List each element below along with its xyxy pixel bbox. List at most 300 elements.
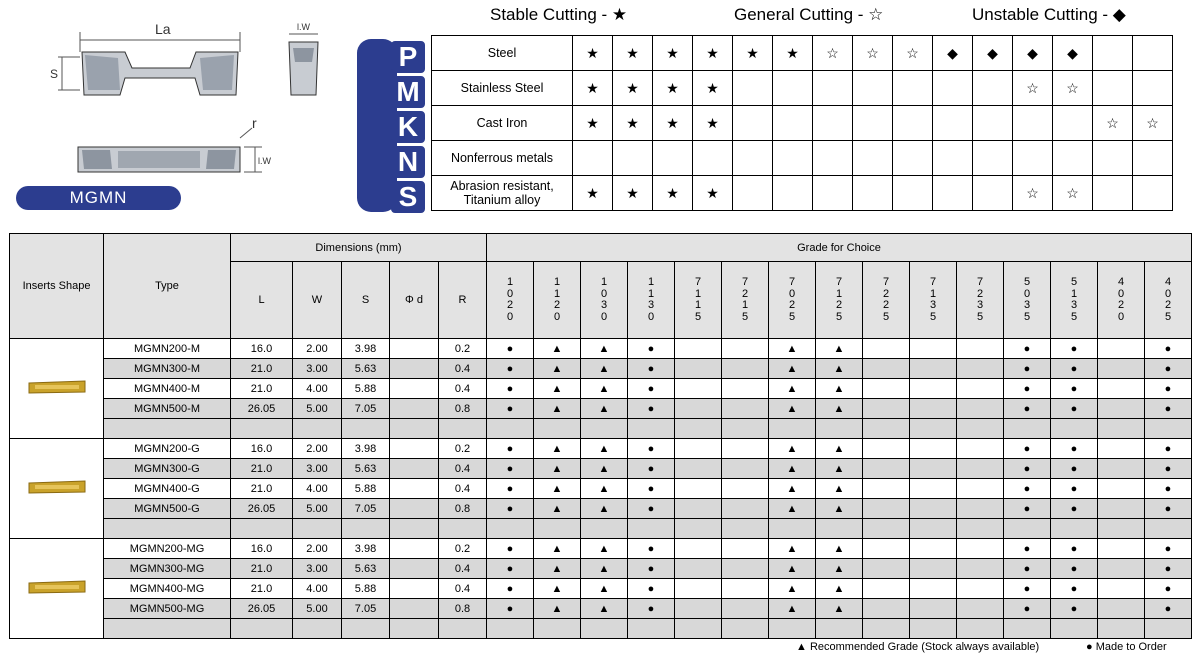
material-rating-cell bbox=[853, 141, 893, 176]
spacer-cell bbox=[342, 419, 390, 439]
spacer-cell bbox=[1051, 419, 1098, 439]
material-rating-cell: ◆ bbox=[973, 36, 1013, 71]
material-suitability-table bbox=[431, 35, 1173, 211]
material-rating-cell: ★ bbox=[693, 36, 733, 71]
material-row bbox=[432, 106, 1173, 141]
dim-w-cell: 3.00 bbox=[293, 459, 342, 479]
material-letter-n: N bbox=[391, 146, 425, 178]
grade-mark-cell: ● bbox=[628, 499, 675, 519]
material-rating-cell bbox=[1053, 106, 1093, 141]
grade-mark-cell: ● bbox=[1004, 479, 1051, 499]
spacer-cell bbox=[957, 619, 1004, 639]
spacer-cell bbox=[910, 619, 957, 639]
grade-mark-cell bbox=[957, 339, 1004, 359]
grade-mark-cell: ● bbox=[628, 579, 675, 599]
table-row bbox=[10, 379, 1192, 399]
dim-w-cell: 5.00 bbox=[293, 399, 342, 419]
header-grade-col bbox=[1004, 262, 1051, 339]
grade-mark-cell: ▲ bbox=[816, 599, 863, 619]
type-cell: MGMN400-MG bbox=[104, 579, 231, 599]
dim-r-cell: 0.2 bbox=[439, 539, 487, 559]
grade-mark-cell: ● bbox=[1051, 599, 1098, 619]
material-rating-cell bbox=[573, 141, 613, 176]
dim-s-cell: 3.98 bbox=[342, 339, 390, 359]
header-grade-col bbox=[1098, 262, 1145, 339]
grade-mark-cell: ● bbox=[1145, 579, 1192, 599]
material-rating-cell bbox=[1133, 71, 1173, 106]
grade-mark-cell bbox=[675, 439, 722, 459]
legend-unstable: Unstable Cutting - ◆ bbox=[972, 5, 1126, 24]
grade-mark-cell: ▲ bbox=[534, 359, 581, 379]
header-grade-col bbox=[816, 262, 863, 339]
grade-mark-cell: ▲ bbox=[816, 579, 863, 599]
dim-w-cell: 5.00 bbox=[293, 499, 342, 519]
grade-digit: 4 bbox=[1164, 276, 1172, 288]
dim-d-cell bbox=[390, 459, 439, 479]
grade-digit: 3 bbox=[647, 299, 655, 311]
material-name: Steel bbox=[432, 36, 573, 71]
legend-stable: Stable Cutting - ★ bbox=[490, 5, 628, 24]
header-grade-for-choice: Grade for Choice bbox=[487, 234, 1192, 262]
grade-mark-cell: ● bbox=[1004, 359, 1051, 379]
grade-mark-cell bbox=[1098, 439, 1145, 459]
grade-digit: 0 bbox=[506, 287, 514, 300]
grade-mark-cell: ● bbox=[628, 559, 675, 579]
grade-mark-cell bbox=[1098, 599, 1145, 619]
grade-mark-cell bbox=[1098, 399, 1145, 419]
insert-image bbox=[27, 377, 87, 397]
spacer-cell bbox=[1145, 419, 1192, 439]
grade-mark-cell: ● bbox=[1004, 459, 1051, 479]
grade-mark-cell: ▲ bbox=[816, 399, 863, 419]
grade-mark-cell bbox=[722, 499, 769, 519]
dim-d-cell bbox=[390, 599, 439, 619]
material-rating-cell bbox=[973, 71, 1013, 106]
grade-mark-cell bbox=[957, 359, 1004, 379]
spacer-cell bbox=[487, 519, 534, 539]
table-row bbox=[10, 599, 1192, 619]
label-la: La bbox=[155, 21, 171, 37]
header-grade-col bbox=[1051, 262, 1098, 339]
grade-mark-cell bbox=[675, 479, 722, 499]
material-rating-cell: ★ bbox=[573, 176, 613, 211]
dim-l-cell: 21.0 bbox=[231, 579, 293, 599]
dim-w-cell: 4.00 bbox=[293, 379, 342, 399]
grade-mark-cell: ▲ bbox=[769, 359, 816, 379]
grade-mark-cell bbox=[957, 379, 1004, 399]
grade-digit: 2 bbox=[1164, 299, 1172, 311]
grade-mark-cell: ● bbox=[628, 459, 675, 479]
header-dim-col: S bbox=[342, 262, 390, 339]
label-lw-top: l.W bbox=[297, 22, 310, 32]
group-spacer-row bbox=[10, 419, 1192, 439]
grade-mark-cell bbox=[957, 599, 1004, 619]
grade-mark-cell bbox=[957, 459, 1004, 479]
table-row bbox=[10, 459, 1192, 479]
grade-mark-cell bbox=[910, 339, 957, 359]
material-rating-cell: ★ bbox=[653, 176, 693, 211]
material-row bbox=[432, 176, 1173, 211]
material-letter-k: K bbox=[391, 111, 425, 143]
header-dim-col: W bbox=[293, 262, 342, 339]
material-rating-cell: ★ bbox=[573, 71, 613, 106]
header-grade-col bbox=[769, 262, 816, 339]
grade-mark-cell: ▲ bbox=[816, 479, 863, 499]
insert-shape-m bbox=[10, 339, 104, 439]
dim-d-cell bbox=[390, 439, 439, 459]
material-rating-cell bbox=[893, 176, 933, 211]
material-rating-cell: ★ bbox=[733, 36, 773, 71]
grade-mark-cell bbox=[863, 599, 910, 619]
grade-mark-cell: ▲ bbox=[581, 399, 628, 419]
grade-mark-cell bbox=[1098, 339, 1145, 359]
dim-l-cell: 21.0 bbox=[231, 479, 293, 499]
grade-mark-cell: ▲ bbox=[816, 539, 863, 559]
grade-mark-cell: ● bbox=[1145, 499, 1192, 519]
grade-digit: 0 bbox=[1117, 287, 1125, 300]
grade-digit: 1 bbox=[553, 276, 561, 288]
table-row bbox=[10, 579, 1192, 599]
grade-mark-cell: ● bbox=[1145, 359, 1192, 379]
grade-mark-cell: ● bbox=[1004, 579, 1051, 599]
grade-mark-cell: ● bbox=[1051, 459, 1098, 479]
spacer-cell bbox=[1004, 419, 1051, 439]
grade-mark-cell: ● bbox=[1004, 499, 1051, 519]
material-rating-cell bbox=[733, 176, 773, 211]
dim-r-cell: 0.8 bbox=[439, 599, 487, 619]
grade-digit: 3 bbox=[976, 299, 984, 311]
material-rating-cell bbox=[853, 176, 893, 211]
dim-s-cell: 7.05 bbox=[342, 599, 390, 619]
grade-digit: 0 bbox=[1164, 287, 1172, 300]
grade-mark-cell bbox=[675, 379, 722, 399]
dim-s-cell: 5.63 bbox=[342, 359, 390, 379]
grade-digit: 5 bbox=[741, 310, 749, 323]
grade-digit: 2 bbox=[1117, 299, 1125, 311]
spacer-cell bbox=[293, 519, 342, 539]
grade-digit: 7 bbox=[976, 276, 984, 288]
dim-w-cell: 2.00 bbox=[293, 539, 342, 559]
grade-mark-cell: ● bbox=[628, 599, 675, 619]
grade-mark-cell: ▲ bbox=[581, 459, 628, 479]
spacer-cell bbox=[769, 419, 816, 439]
grade-mark-cell: ▲ bbox=[534, 399, 581, 419]
grade-mark-cell: ● bbox=[487, 479, 534, 499]
grade-mark-cell: ▲ bbox=[769, 439, 816, 459]
material-rating-cell bbox=[1053, 141, 1093, 176]
grade-mark-cell bbox=[722, 359, 769, 379]
material-rating-cell bbox=[973, 141, 1013, 176]
material-rating-cell bbox=[1093, 71, 1133, 106]
dim-s-cell: 7.05 bbox=[342, 499, 390, 519]
material-rating-cell: ☆ bbox=[893, 36, 933, 71]
grade-mark-cell bbox=[675, 579, 722, 599]
material-rating-cell bbox=[1133, 141, 1173, 176]
header-dim-col: L bbox=[231, 262, 293, 339]
grade-mark-cell: ▲ bbox=[769, 399, 816, 419]
spacer-cell bbox=[534, 519, 581, 539]
dim-s-cell: 7.05 bbox=[342, 399, 390, 419]
grade-mark-cell: ● bbox=[487, 579, 534, 599]
grade-mark-cell: ▲ bbox=[534, 459, 581, 479]
grade-mark-cell bbox=[722, 579, 769, 599]
grade-mark-cell bbox=[910, 459, 957, 479]
grade-mark-cell bbox=[1098, 579, 1145, 599]
material-rating-cell bbox=[933, 71, 973, 106]
grade-digit: 2 bbox=[882, 299, 890, 311]
label-s: S bbox=[50, 67, 59, 81]
footer-made-to-order: ● Made to Order bbox=[1086, 641, 1167, 653]
grade-digit: 3 bbox=[929, 299, 937, 311]
material-name: Nonferrous metals bbox=[432, 141, 573, 176]
spacer-cell bbox=[1098, 519, 1145, 539]
grade-mark-cell: ● bbox=[1004, 439, 1051, 459]
grade-digit: 7 bbox=[882, 276, 890, 288]
dim-s-cell: 5.88 bbox=[342, 379, 390, 399]
grade-mark-cell bbox=[675, 599, 722, 619]
grade-digit: 5 bbox=[976, 310, 984, 323]
type-cell: MGMN500-MG bbox=[104, 599, 231, 619]
material-rating-cell: ★ bbox=[653, 106, 693, 141]
dim-l-cell: 21.0 bbox=[231, 359, 293, 379]
dim-w-cell: 3.00 bbox=[293, 559, 342, 579]
grade-mark-cell bbox=[722, 399, 769, 419]
spacer-cell bbox=[957, 419, 1004, 439]
spacer-cell bbox=[628, 619, 675, 639]
grade-mark-cell: ▲ bbox=[534, 479, 581, 499]
grade-mark-cell: ▲ bbox=[534, 579, 581, 599]
dim-w-cell: 2.00 bbox=[293, 339, 342, 359]
dim-r-cell: 0.4 bbox=[439, 379, 487, 399]
grade-digit: 2 bbox=[788, 299, 796, 311]
material-name: Cast Iron bbox=[432, 106, 573, 141]
grade-mark-cell: ▲ bbox=[816, 439, 863, 459]
dim-l-cell: 16.0 bbox=[231, 339, 293, 359]
material-rating-cell: ★ bbox=[653, 36, 693, 71]
header-type: Type bbox=[104, 234, 231, 339]
dim-r-cell: 0.8 bbox=[439, 499, 487, 519]
type-cell: MGMN500-M bbox=[104, 399, 231, 419]
grade-digit: 1 bbox=[929, 287, 937, 300]
grade-mark-cell bbox=[1098, 359, 1145, 379]
grade-mark-cell: ▲ bbox=[581, 379, 628, 399]
dim-l-cell: 21.0 bbox=[231, 459, 293, 479]
grade-mark-cell: ● bbox=[1145, 539, 1192, 559]
header-grade-col bbox=[487, 262, 534, 339]
grade-digit: 1 bbox=[647, 276, 655, 288]
grade-mark-cell bbox=[722, 599, 769, 619]
material-rating-cell: ☆ bbox=[1093, 106, 1133, 141]
dim-l-cell: 21.0 bbox=[231, 379, 293, 399]
insert-shape-mg bbox=[10, 539, 104, 639]
spacer-cell bbox=[534, 619, 581, 639]
grade-digit: 7 bbox=[741, 276, 749, 288]
material-name: Abrasion resistant, Titanium alloy bbox=[432, 176, 573, 211]
grade-mark-cell: ● bbox=[1004, 399, 1051, 419]
grade-digit: 5 bbox=[1070, 310, 1078, 323]
spacer-cell bbox=[390, 519, 439, 539]
grade-mark-cell: ▲ bbox=[581, 479, 628, 499]
material-rating-cell bbox=[933, 106, 973, 141]
grade-mark-cell: ● bbox=[1145, 459, 1192, 479]
dim-r-cell: 0.4 bbox=[439, 459, 487, 479]
label-r: r bbox=[252, 115, 257, 131]
grade-mark-cell bbox=[957, 399, 1004, 419]
dim-s-cell: 3.98 bbox=[342, 439, 390, 459]
material-rating-cell bbox=[813, 71, 853, 106]
grade-mark-cell bbox=[1098, 459, 1145, 479]
grade-mark-cell: ● bbox=[487, 559, 534, 579]
material-rating-cell bbox=[1093, 141, 1133, 176]
header-dimensions: Dimensions (mm) bbox=[231, 234, 487, 262]
grade-mark-cell bbox=[957, 539, 1004, 559]
spacer-cell bbox=[675, 419, 722, 439]
grade-mark-cell: ● bbox=[1145, 339, 1192, 359]
grade-mark-cell bbox=[957, 499, 1004, 519]
grade-digit: 5 bbox=[694, 310, 702, 323]
dim-l-cell: 26.05 bbox=[231, 599, 293, 619]
spacer-cell bbox=[769, 519, 816, 539]
spacer-cell bbox=[487, 419, 534, 439]
grade-mark-cell: ● bbox=[1051, 579, 1098, 599]
grade-mark-cell: ● bbox=[628, 339, 675, 359]
dim-d-cell bbox=[390, 359, 439, 379]
grade-mark-cell bbox=[863, 459, 910, 479]
material-rating-cell bbox=[1093, 176, 1133, 211]
grade-mark-cell bbox=[910, 579, 957, 599]
material-rating-cell bbox=[1133, 36, 1173, 71]
dim-s-cell: 5.63 bbox=[342, 459, 390, 479]
grade-digit: 1 bbox=[506, 276, 514, 288]
spacer-cell bbox=[675, 519, 722, 539]
grade-mark-cell bbox=[910, 559, 957, 579]
grade-selection-table bbox=[9, 233, 1192, 639]
grade-mark-cell bbox=[863, 499, 910, 519]
material-rating-cell bbox=[1133, 176, 1173, 211]
spacer-cell bbox=[439, 519, 487, 539]
grade-mark-cell bbox=[1098, 479, 1145, 499]
grade-mark-cell bbox=[675, 499, 722, 519]
dim-s-cell: 3.98 bbox=[342, 539, 390, 559]
material-rating-cell: ☆ bbox=[853, 36, 893, 71]
spacer-cell bbox=[293, 419, 342, 439]
grade-mark-cell: ● bbox=[628, 539, 675, 559]
material-rating-cell bbox=[813, 176, 853, 211]
legend-general: General Cutting - ☆ bbox=[734, 5, 884, 24]
type-cell: MGMN200-G bbox=[104, 439, 231, 459]
type-cell: MGMN200-M bbox=[104, 339, 231, 359]
grade-mark-cell bbox=[863, 379, 910, 399]
grade-mark-cell: ● bbox=[1051, 359, 1098, 379]
material-row bbox=[432, 36, 1173, 71]
material-row bbox=[432, 71, 1173, 106]
grade-mark-cell: ● bbox=[1004, 559, 1051, 579]
grade-digit: 5 bbox=[1070, 276, 1078, 288]
table-row bbox=[10, 399, 1192, 419]
material-rating-cell bbox=[693, 141, 733, 176]
dim-r-cell: 0.4 bbox=[439, 559, 487, 579]
insert-image bbox=[27, 577, 87, 597]
spacer-cell bbox=[769, 619, 816, 639]
material-rating-cell: ★ bbox=[773, 36, 813, 71]
dim-r-cell: 0.8 bbox=[439, 399, 487, 419]
material-rating-cell bbox=[1093, 36, 1133, 71]
grade-mark-cell: ▲ bbox=[581, 439, 628, 459]
grade-digit: 2 bbox=[882, 287, 890, 300]
spacer-cell bbox=[439, 619, 487, 639]
header-grade-col bbox=[1145, 262, 1192, 339]
material-rating-cell bbox=[933, 141, 973, 176]
material-rating-cell: ◆ bbox=[933, 36, 973, 71]
grade-mark-cell bbox=[863, 399, 910, 419]
grade-mark-cell bbox=[910, 499, 957, 519]
material-rating-cell bbox=[733, 71, 773, 106]
spacer-cell bbox=[342, 619, 390, 639]
spacer-cell bbox=[863, 419, 910, 439]
header-grade-col bbox=[910, 262, 957, 339]
material-rating-cell bbox=[813, 141, 853, 176]
material-rating-cell bbox=[973, 176, 1013, 211]
dim-r-cell: 0.4 bbox=[439, 359, 487, 379]
spacer-cell bbox=[231, 519, 293, 539]
grade-mark-cell bbox=[863, 339, 910, 359]
grade-mark-cell: ● bbox=[1145, 439, 1192, 459]
grade-mark-cell bbox=[675, 339, 722, 359]
grade-mark-cell: ● bbox=[1051, 379, 1098, 399]
spacer-cell bbox=[628, 419, 675, 439]
material-rating-cell bbox=[853, 71, 893, 106]
grade-mark-cell bbox=[863, 439, 910, 459]
dim-l-cell: 16.0 bbox=[231, 439, 293, 459]
grade-digit: 2 bbox=[835, 299, 843, 311]
spacer-cell bbox=[910, 419, 957, 439]
label-lw-side: l.W bbox=[258, 156, 271, 166]
spacer-cell bbox=[581, 619, 628, 639]
spacer-cell bbox=[390, 619, 439, 639]
grade-digit: 0 bbox=[600, 310, 608, 323]
spacer-cell bbox=[722, 519, 769, 539]
spacer-cell bbox=[1145, 519, 1192, 539]
grade-mark-cell bbox=[675, 399, 722, 419]
grade-digit: 0 bbox=[647, 310, 655, 323]
material-rating-cell: ★ bbox=[693, 176, 733, 211]
grade-digit: 7 bbox=[788, 276, 796, 288]
spacer-cell bbox=[342, 519, 390, 539]
grade-mark-cell: ▲ bbox=[581, 339, 628, 359]
dim-s-cell: 5.88 bbox=[342, 479, 390, 499]
grade-mark-cell: ▲ bbox=[769, 459, 816, 479]
dim-r-cell: 0.2 bbox=[439, 439, 487, 459]
material-rating-cell: ☆ bbox=[813, 36, 853, 71]
grade-digit: 5 bbox=[1023, 310, 1031, 323]
spacer-cell bbox=[293, 619, 342, 639]
grade-mark-cell: ▲ bbox=[581, 579, 628, 599]
insert-image bbox=[27, 477, 87, 497]
header-grade-col bbox=[863, 262, 910, 339]
spacer-cell bbox=[863, 519, 910, 539]
grade-mark-cell: ▲ bbox=[816, 499, 863, 519]
dim-s-cell: 5.63 bbox=[342, 559, 390, 579]
header-grade-col bbox=[722, 262, 769, 339]
type-cell: MGMN400-M bbox=[104, 379, 231, 399]
grade-mark-cell bbox=[722, 339, 769, 359]
grade-mark-cell: ● bbox=[1051, 539, 1098, 559]
grade-digit: 0 bbox=[506, 310, 514, 323]
spacer-cell bbox=[816, 519, 863, 539]
material-rating-cell bbox=[893, 71, 933, 106]
grade-mark-cell: ▲ bbox=[581, 559, 628, 579]
table-row bbox=[10, 439, 1192, 459]
